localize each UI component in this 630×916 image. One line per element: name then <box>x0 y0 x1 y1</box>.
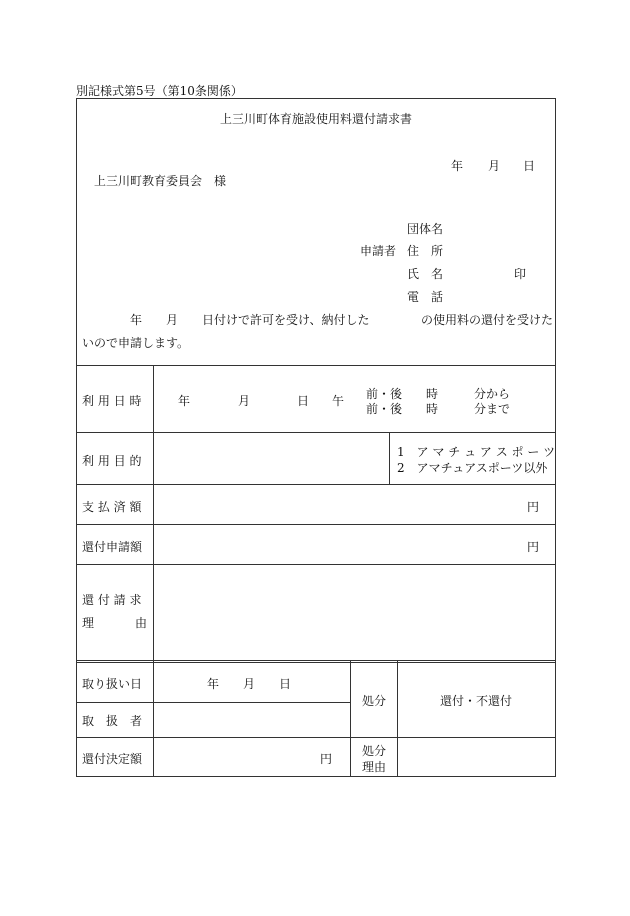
addressee: 上三川町教育委員会 様 <box>94 174 227 188</box>
usage-start-min: 分から <box>474 387 511 401</box>
handling-year: 年 <box>207 677 220 691</box>
divider-reason <box>76 660 556 661</box>
disposition-reason-label-2: 理由 <box>362 760 387 774</box>
refund-request-unit: 円 <box>527 540 540 554</box>
divider-paid <box>76 524 556 525</box>
form-number: 別記様式第5号（第10条関係） <box>76 84 243 98</box>
usage-start-hour: 時 <box>426 387 439 401</box>
handling-month: 月 <box>243 677 256 691</box>
refund-decision-unit: 円 <box>320 752 333 766</box>
usage-month: 月 <box>238 394 251 408</box>
usage-datetime-label: 利 用 日 時 <box>82 394 142 408</box>
address-label: 住 所 <box>407 244 444 258</box>
form-title: 上三川町体育施設使用料還付請求書 <box>220 112 413 126</box>
divider-refund-amount <box>76 564 556 565</box>
date-year: 年 <box>451 159 464 173</box>
usage-purpose-label: 利 用 目 的 <box>82 454 142 468</box>
paid-amount-label: 支 払 済 額 <box>82 500 142 514</box>
body-text-end: の使用料の還付を受けた <box>421 313 554 327</box>
usage-year: 年 <box>178 394 191 408</box>
divider-purpose <box>76 484 556 485</box>
phone-label: 電 話 <box>407 290 444 304</box>
divider-datetime <box>76 432 556 433</box>
seal-mark: 印 <box>514 267 527 281</box>
date-month: 月 <box>488 159 501 173</box>
applicant-label: 申請者 <box>360 244 397 258</box>
purpose-option-amateur: 1 ア マ チ ュ ア ス ポ ー ツ <box>397 445 556 459</box>
purpose-split-line <box>389 432 390 484</box>
usage-end-ampm: 前・後 <box>366 402 403 416</box>
handling-day: 日 <box>279 677 292 691</box>
refund-decision-label: 還付決定額 <box>82 752 143 766</box>
disposition-label: 処分 <box>362 694 387 708</box>
usage-end-hour: 時 <box>426 402 439 416</box>
office-split-line-2 <box>397 661 398 777</box>
body-month: 月 <box>166 313 179 327</box>
purpose-option-other: 2 アマチュアスポーツ以外 <box>397 461 548 475</box>
body-text-mid: 日付けで許可を受け、納付した <box>202 313 370 327</box>
disposition-value: 還付・不還付 <box>440 694 513 708</box>
label-column-line <box>153 365 154 777</box>
divider-reason-double <box>76 662 556 663</box>
refund-reason-label: 還 付 請 求 <box>82 593 142 607</box>
handler-label: 取 扱 者 <box>82 714 143 728</box>
usage-start-ampm: 前・後 <box>366 387 403 401</box>
paid-amount-unit: 円 <box>527 500 540 514</box>
name-label: 氏 名 <box>407 267 444 281</box>
refund-reason-label-ri: 理 <box>82 616 95 630</box>
date-day: 日 <box>523 159 536 173</box>
handling-date-label: 取り扱い日 <box>82 677 143 691</box>
group-name-label: 団体名 <box>407 222 444 236</box>
usage-end-min: 分まで <box>474 402 511 416</box>
office-split-line <box>350 661 351 777</box>
refund-request-label: 還付申請額 <box>82 540 143 554</box>
disposition-reason-label-1: 処分 <box>362 744 387 758</box>
refund-reason-label-yu: 由 <box>135 616 148 630</box>
divider-header-body <box>76 365 556 366</box>
usage-noon: 午 <box>332 394 345 408</box>
divider-handling <box>76 702 350 703</box>
body-year: 年 <box>130 313 143 327</box>
body-line2: いので申請します。 <box>82 336 190 350</box>
form-frame <box>76 98 556 777</box>
divider-office <box>76 737 556 738</box>
usage-day: 日 <box>297 394 310 408</box>
